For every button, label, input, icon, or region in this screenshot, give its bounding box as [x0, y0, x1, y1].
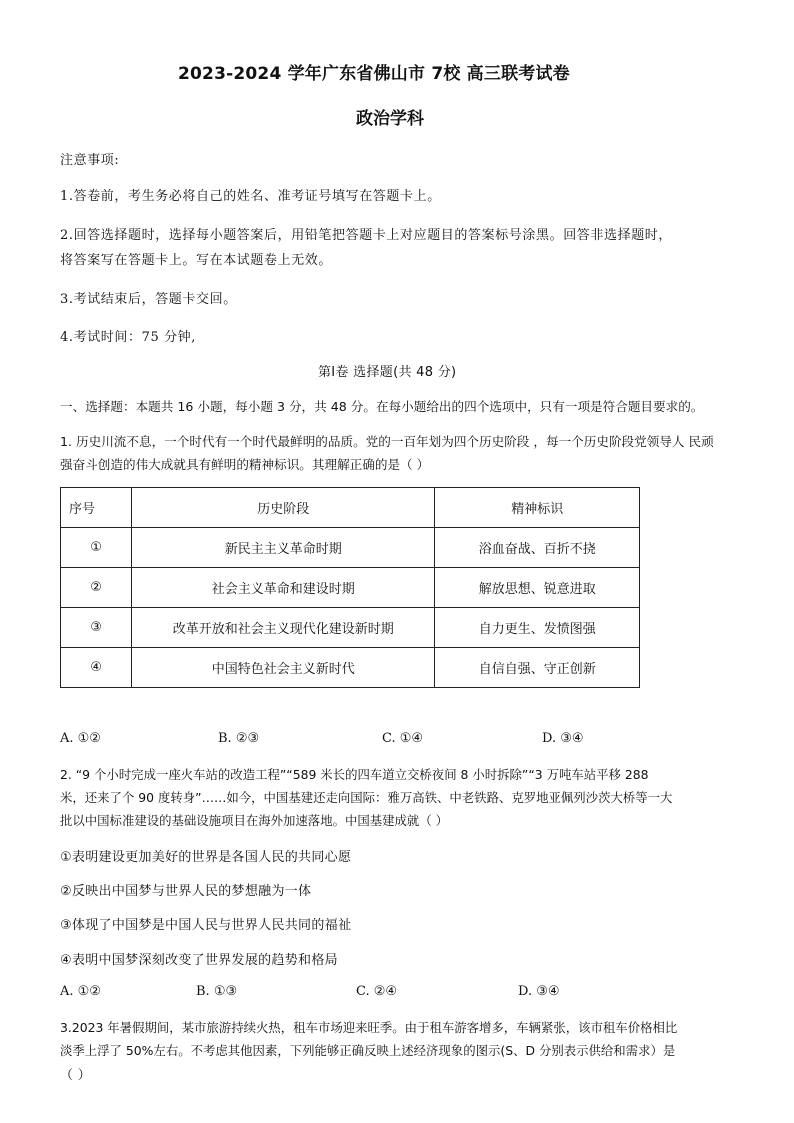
question-2-option-d: D. ③④	[518, 984, 560, 999]
notice-item-4: 4.考试时间：75 分钟,	[60, 330, 197, 345]
notice-item-1: 1.答卷前，考生务必将自己的姓名、准考证号填写在答题卡上。	[60, 189, 441, 204]
question-3-line-2: 淡季上浮了 50%左右。不考虑其他因素，下列能够正确反映上述经济现象的图示(S、D 分别表示供给和需求）是	[60, 1043, 676, 1058]
section-title: 第Ⅰ卷 选择题(共 48 分)	[318, 365, 457, 380]
question-2-line-2: 米，还来了个 90 度转身”……如今，中国基建还走向国际：雅万高铁、中老铁路、克罗地亚佩列沙茨大桥等一大	[60, 790, 673, 805]
history-stages-table	[60, 487, 640, 688]
question-1-option-b: B. ②③	[218, 731, 260, 746]
question-3-line-3: （ ）	[60, 1068, 92, 1083]
question-1-option-d: D. ③④	[542, 731, 584, 746]
question-2-option-a: A. ①②	[60, 984, 101, 999]
table-header-row	[61, 488, 640, 528]
question-2-statement-3: ③体现了中国梦是中国人民与世界人民共同的福祉	[60, 918, 352, 933]
table-cell-spirit: 解放思想、锐意进取	[435, 568, 640, 608]
table-cell-spirit: 浴血奋战、百折不挠	[435, 528, 640, 568]
table-cell-spirit: 自信自强、守正创新	[435, 648, 640, 688]
table-header-number: 序号	[61, 488, 132, 528]
table-cell-number: ④	[61, 648, 132, 688]
exam-title: 2023-2024 学年广东省佛山市 7校 高三联考试卷	[178, 64, 570, 84]
question-2-option-b: B. ①③	[196, 984, 238, 999]
question-2-statement-1: ①表明建设更加美好的世界是各国人民的共同心愿	[60, 850, 352, 865]
table-header-stage: 历史阶段	[132, 488, 435, 528]
question-1-line-2: 强奋斗创造的伟大成就具有鲜明的精神标识。其理解正确的是（ ）	[60, 457, 430, 472]
table-cell-number: ①	[61, 528, 132, 568]
question-2-statement-2: ②反映出中国梦与世界人民的梦想融为一体	[60, 884, 312, 899]
table-row	[61, 648, 640, 688]
question-2-line-1: 2. “9 个小时完成一座火车站的改造工程”“589 米长的四车道立交桥夜间 8 小时拆除”“3 万吨车站平移 288	[60, 767, 649, 782]
question-1-option-c: C. ①④	[382, 731, 424, 746]
table-row	[61, 568, 640, 608]
table-row	[61, 608, 640, 648]
table-cell-number: ③	[61, 608, 132, 648]
section-instruction: 一、选择题：本题共 16 小题，每小题 3 分，共 48 分。在每小题给出的四个选项中，只有一项是符合题目要求的。	[60, 399, 704, 414]
question-1-option-a: A. ①②	[60, 731, 101, 746]
subject-title: 政治学科	[356, 109, 424, 129]
table-cell-number: ②	[61, 568, 132, 608]
question-1-line-1: 1. 历史川流不息，一个时代有一个时代最鲜明的品质。党的一百年划为四个历史阶段 ，每一个历史阶段党领导人 民顽	[60, 434, 714, 449]
table-cell-spirit: 自力更生、发愤图强	[435, 608, 640, 648]
table-row	[61, 528, 640, 568]
notice-item-3: 3.考试结束后，答题卡交回。	[60, 292, 237, 307]
table-cell-stage: 新民主主义革命时期	[132, 528, 435, 568]
table-cell-stage: 社会主义革命和建设时期	[132, 568, 435, 608]
table-cell-stage: 改革开放和社会主义现代化建设新时期	[132, 608, 435, 648]
table-header-spirit: 精神标识	[435, 488, 640, 528]
question-2-option-c: C. ②④	[356, 984, 398, 999]
question-2-line-3: 批以中国标准建设的基础设施项目在海外加速落地。中国基建成就（ ）	[60, 813, 449, 828]
notice-heading: 注意事项:	[60, 153, 120, 168]
notice-item-2-line-2: 将答案写在答题卡上。写在本试题卷上无效。	[60, 253, 333, 268]
notice-item-2-line-1: 2.回答选择题时，选择每小题答案后，用铅笔把答题卡上对应题目的答案标号涂黑。回答非选择题时，	[60, 228, 673, 243]
question-3-line-1: 3.2023 年暑假期间，某市旅游持续火热，租车市场迎来旺季。由于租车游客增多，车辆紧张，该市租车价格相比	[60, 1020, 678, 1035]
table-cell-stage: 中国特色社会主义新时代	[132, 648, 435, 688]
question-2-statement-4: ④表明中国梦深刻改变了世界发展的趋势和格局	[60, 953, 338, 968]
